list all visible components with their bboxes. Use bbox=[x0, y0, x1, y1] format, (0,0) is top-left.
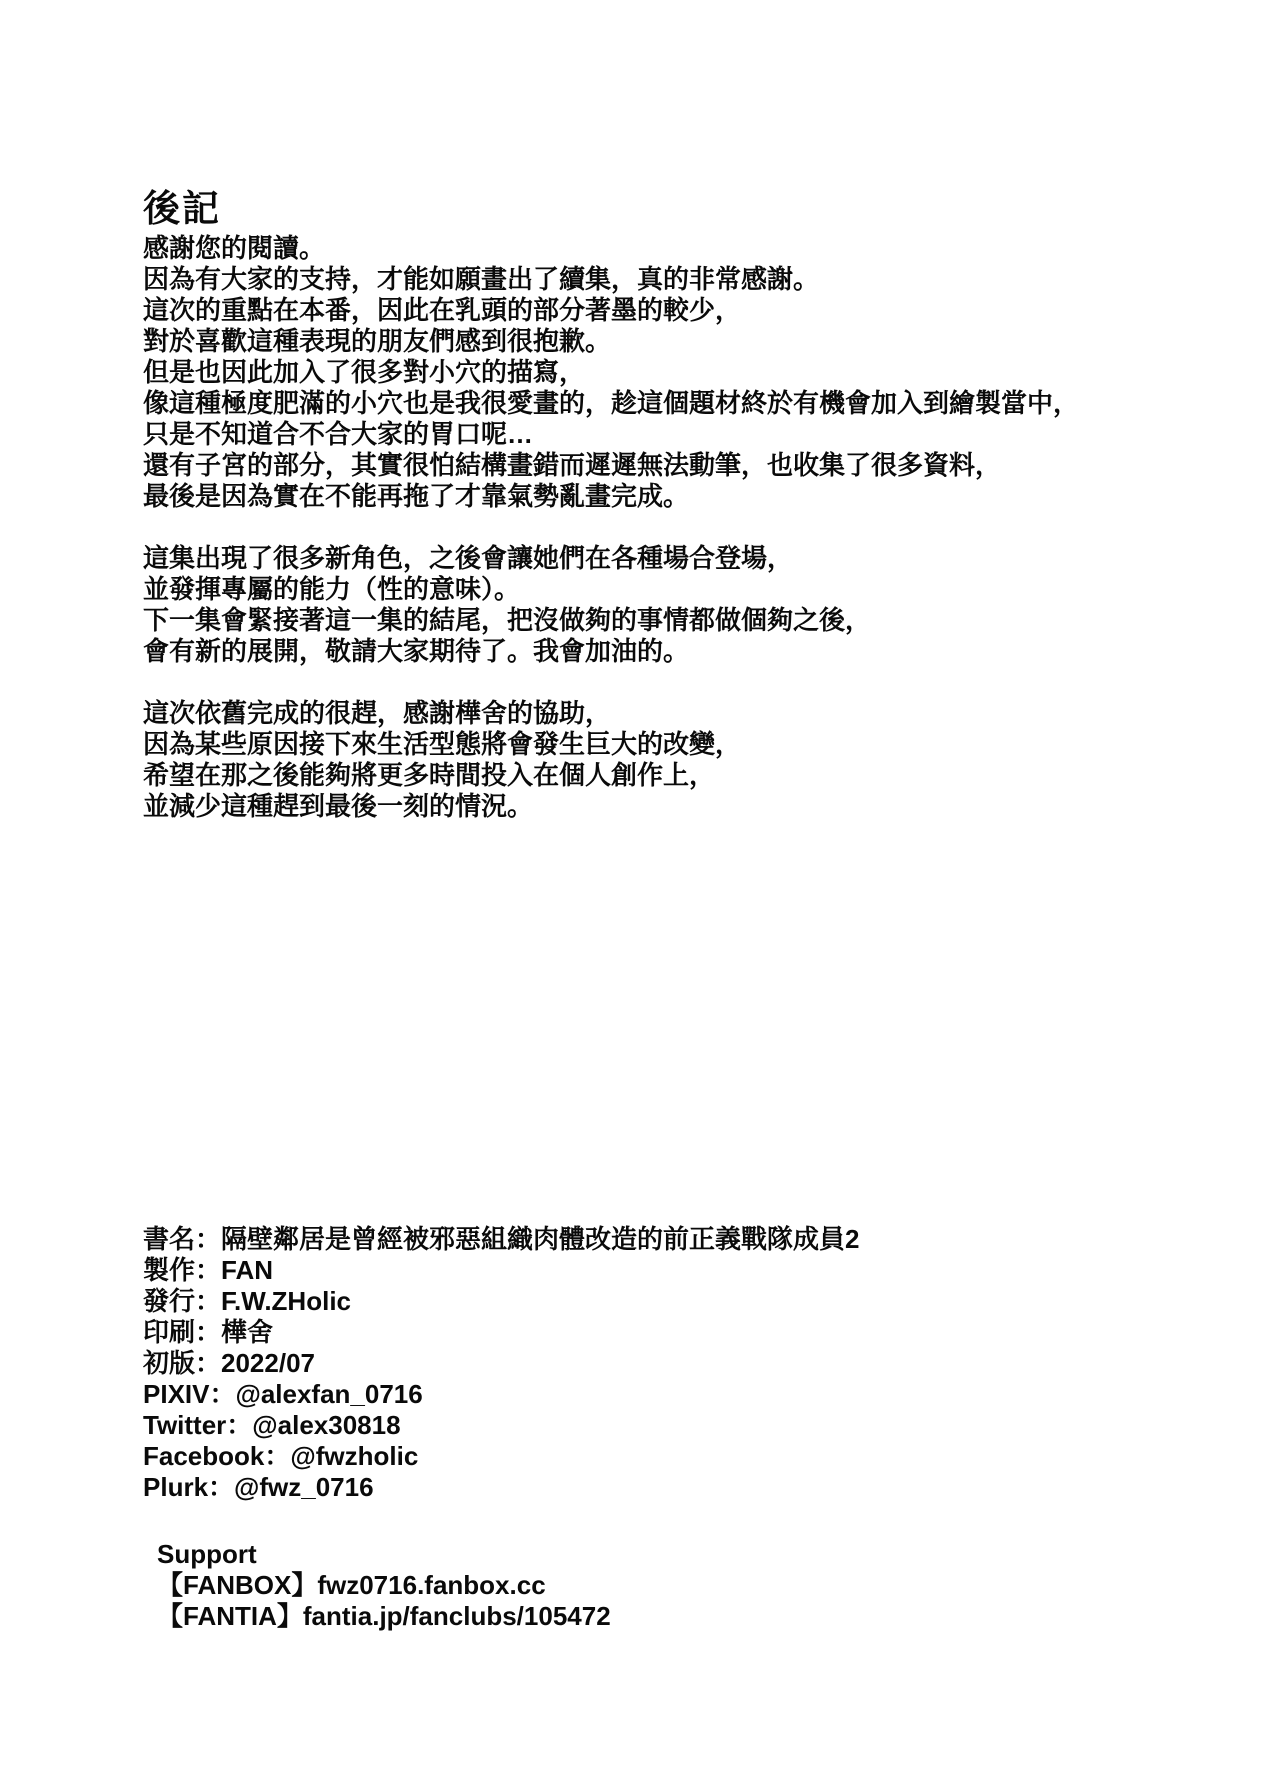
colophon-lines bbox=[143, 1224, 859, 1503]
afterword-paragraph-3 bbox=[143, 698, 1079, 822]
text-line: 因為某些原因接下來生活型態將會發生巨大的改變， bbox=[143, 729, 742, 759]
support-links bbox=[143, 1570, 859, 1632]
text-line: 希望在那之後能夠將更多時間投入在個人創作上， bbox=[143, 760, 716, 790]
colophon bbox=[143, 1224, 859, 1632]
support-section bbox=[143, 1539, 859, 1632]
text-line: 感謝您的閱讀。 bbox=[143, 233, 326, 263]
colophon-line: Facebook：@fwzholic bbox=[143, 1441, 419, 1471]
text-line: 並發揮專屬的能力（性的意味）。 bbox=[143, 574, 521, 604]
page-title: 後記 bbox=[143, 187, 221, 229]
colophon-line: 書名：隔壁鄰居是曾經被邪惡組織肉體改造的前正義戰隊成員2 bbox=[143, 1224, 860, 1254]
text-line: 像這種極度肥滿的小穴也是我很愛畫的，趁這個題材終於有機會加入到繪製當中， bbox=[143, 388, 1080, 418]
support-link-line: 【FANBOX】fwz0716.fanbox.cc bbox=[157, 1570, 546, 1600]
colophon-line: 發行：F.W.ZHolic bbox=[143, 1286, 352, 1316]
text-line: 但是也因此加入了很多對小穴的描寫， bbox=[143, 357, 586, 387]
afterword-paragraph-1 bbox=[143, 233, 1079, 512]
text-line: 這集出現了很多新角色，之後會讓她們在各種場合登場， bbox=[143, 543, 794, 573]
text-line: 只是不知道合不合大家的胃口呢… bbox=[143, 419, 534, 449]
text-line: 會有新的展開，敬請大家期待了。我會加油的。 bbox=[143, 636, 690, 666]
support-link-line: 【FANTIA】fantia.jp/fanclubs/105472 bbox=[157, 1601, 611, 1631]
colophon-line: 製作：FAN bbox=[143, 1255, 274, 1285]
text-line: 並減少這種趕到最後一刻的情況。 bbox=[143, 791, 534, 821]
afterword-paragraph-2 bbox=[143, 543, 1079, 667]
text-line: 因為有大家的支持，才能如願畫出了續集，真的非常感謝。 bbox=[143, 264, 820, 294]
text-line: 對於喜歡這種表現的朋友們感到很抱歉。 bbox=[143, 326, 612, 356]
afterword-body bbox=[143, 233, 1079, 822]
colophon-line: Plurk：@fwz_0716 bbox=[143, 1472, 374, 1502]
text-line: 這次依舊完成的很趕，感謝樺舍的協助， bbox=[143, 698, 612, 728]
text-line: 下一集會緊接著這一集的結尾，把沒做夠的事情都做個夠之後， bbox=[143, 605, 872, 635]
colophon-line: 印刷：樺舍 bbox=[143, 1317, 274, 1347]
text-line: 最後是因為實在不能再拖了才靠氣勢亂畫完成。 bbox=[143, 481, 690, 511]
text-line: 還有子宮的部分，其實很怕結構畫錯而遲遲無法動筆，也收集了很多資料， bbox=[143, 450, 1002, 480]
support-heading: Support bbox=[157, 1539, 257, 1569]
colophon-line: PIXIV：@alexfan_0716 bbox=[143, 1379, 423, 1409]
text-line: 這次的重點在本番，因此在乳頭的部分著墨的較少， bbox=[143, 295, 742, 325]
colophon-line: Twitter：@alex30818 bbox=[143, 1410, 401, 1440]
colophon-line: 初版：2022/07 bbox=[143, 1348, 315, 1378]
